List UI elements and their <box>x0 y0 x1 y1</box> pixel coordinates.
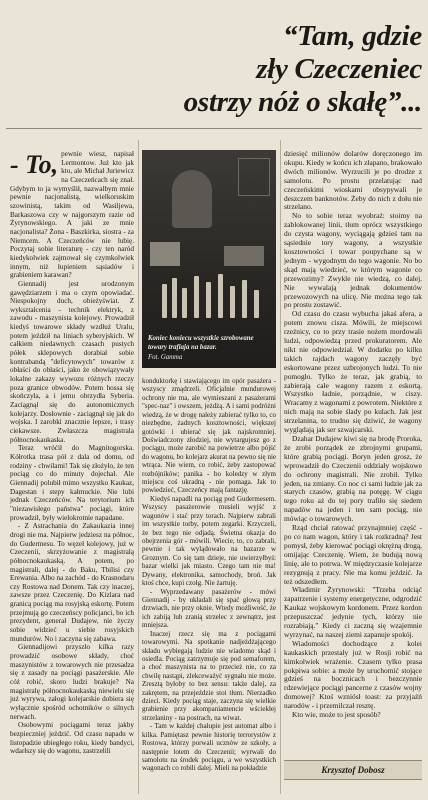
column-divider-2 <box>280 140 281 794</box>
photo-bottle <box>254 290 259 318</box>
paragraph: Inaczej rzecz się ma z pociągami towarowymi. Na spotkanie nadjeżdżającego składu wybiegają ludzie nie wiadomo skąd i osiedla. Pociąg zatrzymuje się pod semaforem, a choć maszynista na to przecież nie, co za chwilę nastąpi, zlekceważyć sygnału nie może. Zresztą byłoby to bez sensu: także dalej, za zakrętem, na przejeździe stoi tłum. Nierzadko dzieci. Kiedy pociąg staje, zaczyna się wielkie grabienie przy akompaniamencie wściekłej strzelaniny - na postrach, na wiwat. <box>142 629 276 722</box>
headline-line-2: zły Czeczeniec <box>256 53 422 85</box>
paragraph: Rząd chciał ratować przynajmniej część - po co nam wagon, który i tak rozkradną? Jest pomysł, żeby kierować pociągi okrężną drogą, omijając Czeczenię. Wiem, że budują nową linię, ale to potrwa. W międzyczasie kolejarze rezygnują z pracy. Nie ma komu jeździć. Ja też odszedłem. <box>284 523 422 586</box>
paragraph: Kto wie, może to jest sposób? <box>292 710 381 720</box>
header-divider <box>6 128 422 129</box>
paragraph: Władimir Żyrynowski: "Trzeba odciąć zapatrzenie i systemy energetyczne, odgrodzić Kaukaz wojskowym kordonem. Przez kordon przepuszczać jedynie tych, którzy nie rozrabiają." Kiedy ci zaczną się wzajemnie wyrzynać, na naszej ziemi zapanuje spokój. <box>284 585 422 639</box>
paragraph: - Tam w każdej chałupie jest automat albo i kilka. Pamiętasz pewnie historię terrorystów z Rostowa, którzy porwali ucznów ze szkoły, a następnie lotem do Czeczenii; wyrwali do samolotu na środek pociągu, a we wszystkich wagonach co robili dalej. Mieli na pokładzie <box>142 722 276 773</box>
paragraph: Kiedyś napadli na pociąg pod Gudermesem. Wszyscy pasażerowie musieli wyjść z wagonów i stać przy torach. Najpierw zabrali im wszystkie torby, potem zegarki. Krzyczeli, że bez tego nie odjadą. Świetna okazja do obejrzenia gór - mówili. Wiecie, to, co zabrali, pewnie i tak wylądowało na bazarze w Groznym. Co się tam dzieje, nie uwierzyłbyś: bazar wielki jak miasto. Czego tam nie ma! Dywany, elektronika, samochody, broń. Jak ktoś chce, kupi czołg. Nie żartuję. <box>142 494 276 588</box>
photo-goods <box>224 246 264 266</box>
paragraph: konduktorkę i stawiającego im opór pasażera - wszyscy zmądrzeli. Oficjalnie mundurowej ochrony nie ma, ale wymieszani z pasażerami "spec-naz" i owszem, jeżdżą. A i sami podróżni wiedzą, że w drogę należy zabierać tylko to, co niezbędne, żadnych kosztowności, większej gotówki i ubierać się jak najskromniej. Doświadczony złodziej, nie wytargujesz go z pociągu, może zarobić na powietrze albo pójść do wagonu, bo kolejarz akurat na pewno się nie wtrąca. Nie wiem, co robić, żeby zastopować rozbójników; panika - bo koledzy w złym miejscu coś ukradną - nie pomaga. Jak to powiedzieć, Czeczeńcy mają fantazję. <box>142 377 276 495</box>
paragraph: Osobowymi pociągami teraz jakby bezpieczniej jeździć. Od czasu napadu w listopadzie ubiegłego roku, kiedy bandyci, wdarłszy się do wagonu, zastrzelili <box>10 721 134 756</box>
photo-bottle <box>162 284 167 318</box>
paragraph: Dzahar Dudajew kiwi się na brodę Proroka, że zrobi porządek ze zbrojnymi grupami, które grabią pociągi. Boryn jeden grosz, że wprowadził do Czeczenii oddziały wojskowe do ochrony magistrali. Nie zrobił. Tylko jeden, na zmiany. Co noc ci sami ludzie jak za starych czasów, grabią na potęgę. W ciągu tego roku aż do tej pory trafiło się siedem napadów na jeden i ten sam pociąg, nie mówiąc o towarowych. <box>284 434 422 524</box>
caption-text: Koniec koniecu wszystkie szrobowane towary trafiaja na bazar. <box>148 335 254 351</box>
photo-credit: Fot. Gamma <box>148 353 183 361</box>
photo-bottle <box>242 280 247 318</box>
photo-bottle <box>230 286 235 318</box>
photo-bottle <box>206 282 211 318</box>
paragraph: Od czasu do czasu wybucha jakaś afera, a potem znowu cisza. Mówili, że miejscowi rzeźnicy, co to przy trasie nożem mordowali ludzi, odpowiedzą przed prokuratorem. Ale nikt nie odpowiedział. W dodatku po kilku takich rajdach wagony zaczęły być eskortowane przez uzbrojonych ludzi. To nie pomogło. Tylko że teraz, jak grabią, to zabierają całe wagony razem z eskortą. Wszystko ładnie, porządnie, w ciszy. Wracamy z wagonami z powrotem. Niektóre z nich mają na sobie ślady po kulach. Jak jest strzelanina, to trudno się dziwić, że wagony wyglądają jak ser szwajcarski. <box>284 309 422 435</box>
article-column-2 <box>142 377 276 773</box>
photo-bottle <box>218 274 223 318</box>
headline-line-1: “Tam, gdzie <box>282 20 422 52</box>
paragraph: No to sobie teraz wyobraź: stoimy na zablokowanej linii, tłum oprócz wszystkiego do czysta wagony, wyciągają gdzieś tam na sąsiednie tory wagony, a wszystkie kosztowności i towar poupychane są w jednym - wygodnym do tego wagonie. No bo skąd mają wiedzieć, w którym wagonie co przewozimy? Zwykle nie wiedzą, co dalej. Nie wywalają jednak dokumentów przewozowych na ulicę. Nie można tego tak po prostu zostawić. <box>284 211 422 310</box>
photo-goods <box>150 242 180 266</box>
paragraph: Giennadijowi przyszło kilka razy prowadzić osobowe składy, choć maszynistów z towarowych nie przesadza się z zasady na pociągi pasażerskie. Ale cóż robić, skoro ludzi brakuje? Na magistralę północnokaukaską niewielu się już wyrywa, załogi kolejarskie dobiera się wyłącznie spośród ochotników o silnych nerwach. <box>10 643 134 721</box>
author-byline <box>284 760 422 780</box>
drop-cap: - To, <box>10 150 59 179</box>
paragraph: pewnie wiesz, napisał Lermontow. Już kto jak kto, ale Michał Juriewicz na Czeczeńcach się znał. Gdybym to ja wymyślił, nazwałbym mnie pewnie nacjonalistą, wielkoruskim szowinistą, takim od Wasiljewa, Barkaszowa czy w najgorszym razie od Żyrynowskiego. A jaki ze mnie nacjonalista? Żona - Baszkirka, siostra - za Niemcem. A Czeczeńców nie lubię. Poczytaj sobie literaturę - czy ten naród kiedykolwiek zajmował się czymkolwiek innym, niż łupieniem sąsiadów i grabieniem karawan? <box>10 150 134 280</box>
photo-person <box>172 170 212 228</box>
paragraph: Giennadij jest urodzonym gawędziarzem i ma o czym opowiadać. Niespokojny duch, obieżyświat. Z wykształcenia - technik elektryk, z zawodu - maszynista kolejowy. Prowadził kiedyś towarowe składy wzdłuż Uralu, potem jeździł na liniach syberyjskich. W całkiem niedawnych czasach pustych półek sklepowych dorabiał sobie kontrabandą "deficytowych" towarów z obłaści do obłaści, jako że obowiązywały lokalne zakazy wywozu różnych rzeczy poza granice obwodów. Potem hossa się skończyła, a i jemu obrzydła Syberia. Zaciągnął się do autonomicznych kolejarzy. Dosłownie - zaciągnął się jak do wojska. I zarobki znacznie lepsze, i trasy ciekawsze. Zwłaszcza magistrala północnokaukaska. <box>10 279 134 444</box>
paragraph: - Z Astrachania do Zakaukazia innej drogi nie ma. Najpierw jedziesz na północ, do Gudermesu. To węzeł kolejowy, już w Czeczenii, skrzyżowanie z magistralą północnokaukaską. A potem, po magistrali, dalej - do Baku, Tbilisi czy Erewania. Albo na zachód - do Krasnodaru czy Rostowa nad Donem. Tak czy inaczej, zawsze przez Czeczenię. Do Kizlara nad granicą pociąg ma rosyjską eskortę. Potem przejmują go czeczeńscy policjanci, bo ich prezydent, generał Dudajew, nie życzy sobie widzieć u siebie rosyjskich mundurów. No i zaczyna się zabawa. <box>10 522 134 643</box>
paragraph: Teraz wróćił do Magnitogorska. Kółrotka trasa pół z dala od domu, od rodziny - chwilami! Tak się złożyło, że ten pociąg co do minuty dojechał. Ale Giennadij polubił mimo wszystko Kaukaz, Dagestan i stepy kałmuckie. Nie lubi jednak Czeczeńców. Na terytorium ich "niezawisłego państwa" pociągi, które prowadził, były wielokrotnie napadane. <box>10 444 134 522</box>
paragraph: Wiadomości dochodzące z kolei kaukaskich przestały już w Rosji robić na kimkolwiek wrażenie. Czasem tylko prasa pokpiwa sobie: a może by uruchomić stojące gdzieś na bocznicach i bezczynnie rdzewiejące pociągi pancerne z czasów wojny domowej? Ktoś wzniósł toast: za przyjaźń narodów - i przemilczał resztę. <box>284 638 422 711</box>
photo-bottle <box>172 278 177 318</box>
article-photo <box>142 150 276 368</box>
photo-caption <box>148 335 270 362</box>
photo-bottle <box>194 276 199 318</box>
column-divider-1 <box>138 140 139 794</box>
lead-paragraph <box>10 150 134 280</box>
article-column-3 <box>284 150 422 720</box>
photo-bottle <box>182 288 187 318</box>
article-column-1 <box>10 150 134 756</box>
photo-window <box>238 158 270 196</box>
article-headline <box>60 20 422 119</box>
paragraph: - Wyprzedawany pasażerów - mówi Giennadij - by układali się spać głową przy drzwiach, nie przy oknie. Wtedy możliwość, że ich zabiją lub zranią strzelec z zewnątrz, jest mniejsza. <box>142 587 276 630</box>
headline-line-3: ostrzy nóż o skałę”... <box>183 86 422 118</box>
author-name: Krzysztof Dobosz <box>321 765 385 775</box>
paragraph: dziesięć milionów dolarów doręczonego im okupu. Kiedy w końcu ich złapano, brakowało dwóch milionów. Wyrzucili je po drodze z samolotu. Po prostu przelatując nad czeczeńskimi wioskami obsypywali je deszczem banknotów. Żeby do nich z dołu nie strzelano. <box>284 149 422 212</box>
